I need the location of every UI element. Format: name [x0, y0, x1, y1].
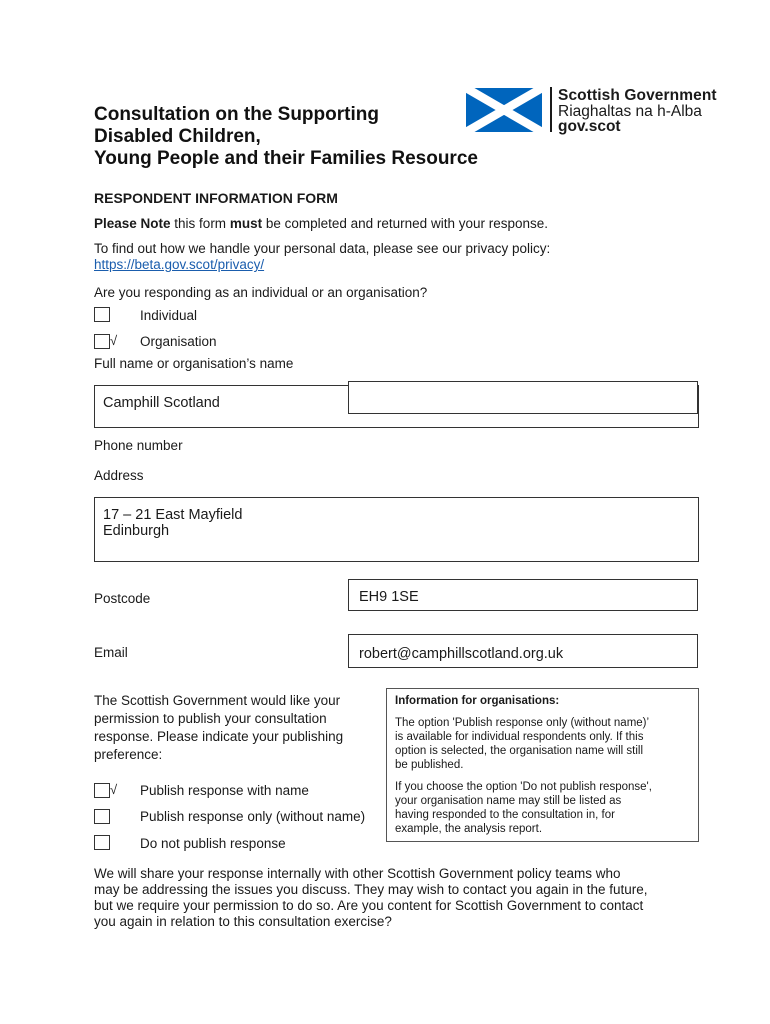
title-line: Consultation on the Supporting: [94, 104, 379, 125]
email-field[interactable]: [348, 634, 698, 668]
info-line: having responded to the consultation in, for: [395, 809, 615, 821]
publish-without-name-checkbox[interactable]: [94, 809, 110, 824]
address-label: Address: [94, 468, 144, 483]
do-not-publish-checkbox[interactable]: [94, 835, 110, 850]
publish-without-name-label: Publish response only (without name): [140, 809, 366, 824]
privacy-link[interactable]: https://beta.gov.scot/privacy/: [94, 257, 265, 272]
note-bold: Please Note: [94, 216, 171, 231]
contact-line: We will share your response internally with other Scottish Government policy teams who: [94, 866, 621, 881]
postcode-label: Postcode: [94, 591, 151, 606]
publish-with-name-tick: √: [110, 782, 118, 797]
saltire-flag-icon: [466, 88, 542, 132]
individual-label: Individual: [140, 308, 198, 323]
email-value: robert@camphillscotland.org.uk: [359, 646, 564, 662]
info-line: example, the analysis report.: [395, 823, 543, 835]
info-line: If you choose the option 'Do not publish response',: [395, 781, 652, 793]
logo-name-gaelic: Riaghaltas na h-Alba: [558, 103, 702, 120]
form-heading: RESPONDENT INFORMATION FORM: [94, 190, 338, 206]
name-label: Full name or organisation’s name: [94, 356, 294, 371]
address-line-2: Edinburgh: [103, 523, 170, 539]
note-paragraph: [94, 216, 548, 232]
logo-url: gov.scot: [558, 118, 621, 135]
title-line: Young People and their Families Resource: [94, 148, 478, 169]
logo-name-english: Scottish Government: [558, 87, 717, 104]
privacy-text: To find out how we handle your personal data, please see our privacy policy:: [94, 241, 551, 256]
organisation-checkbox[interactable]: [94, 334, 110, 349]
publish-question: [94, 692, 343, 764]
organisation-label: Organisation: [140, 334, 217, 349]
note-text: this form: [170, 216, 230, 231]
contact-paragraph: [94, 866, 648, 930]
publish-question-line: response. Please indicate your publishing: [94, 729, 344, 744]
do-not-publish-label: Do not publish response: [140, 836, 286, 851]
info-box-para-1: [395, 716, 649, 772]
organisation-tick: √: [110, 333, 118, 348]
info-box-para-2: [395, 780, 652, 836]
note-text: be completed and returned with your response.: [262, 216, 548, 231]
info-line: be published.: [395, 759, 464, 771]
contact-line: but we require your permission to do so. Are you content for Scottish Government to contact: [94, 898, 644, 913]
publish-question-line: preference:: [94, 747, 163, 762]
info-line: The option 'Publish response only (without name)’: [395, 717, 650, 729]
individual-checkbox[interactable]: [94, 307, 110, 322]
email-label: Email: [94, 645, 128, 660]
title-line: Disabled Children,: [94, 126, 261, 147]
info-line: is available for individual respondents only. If this: [395, 731, 644, 743]
name-field-overlay[interactable]: [348, 381, 698, 414]
phone-label: Phone number: [94, 438, 183, 453]
contact-line: you again in relation to this consultation exercise?: [94, 914, 392, 929]
info-line: your organisation name may still be listed as: [395, 795, 622, 807]
publish-with-name-checkbox[interactable]: [94, 783, 110, 798]
note-bold: must: [229, 216, 263, 231]
contact-line: may be addressing the issues you discuss. They may wish to contact you again in the future,: [94, 882, 648, 897]
info-box-heading: Information for organisations:: [395, 695, 560, 707]
page-title: [94, 104, 478, 170]
logo-divider: [550, 87, 552, 132]
info-for-organisations-box: [386, 688, 699, 842]
publish-question-line: The Scottish Government would like your: [94, 693, 341, 708]
respondent-question: Are you responding as an individual or an organisation?: [94, 285, 428, 300]
info-line: option is selected, the organisation name will still: [395, 745, 644, 757]
publish-with-name-label: Publish response with name: [140, 783, 309, 798]
postcode-value: EH9 1SE: [359, 589, 419, 605]
publish-question-line: permission to publish your consultation: [94, 711, 327, 726]
address-line-1: 17 – 21 East Mayfield: [103, 507, 243, 523]
name-value: Camphill Scotland: [103, 395, 220, 411]
